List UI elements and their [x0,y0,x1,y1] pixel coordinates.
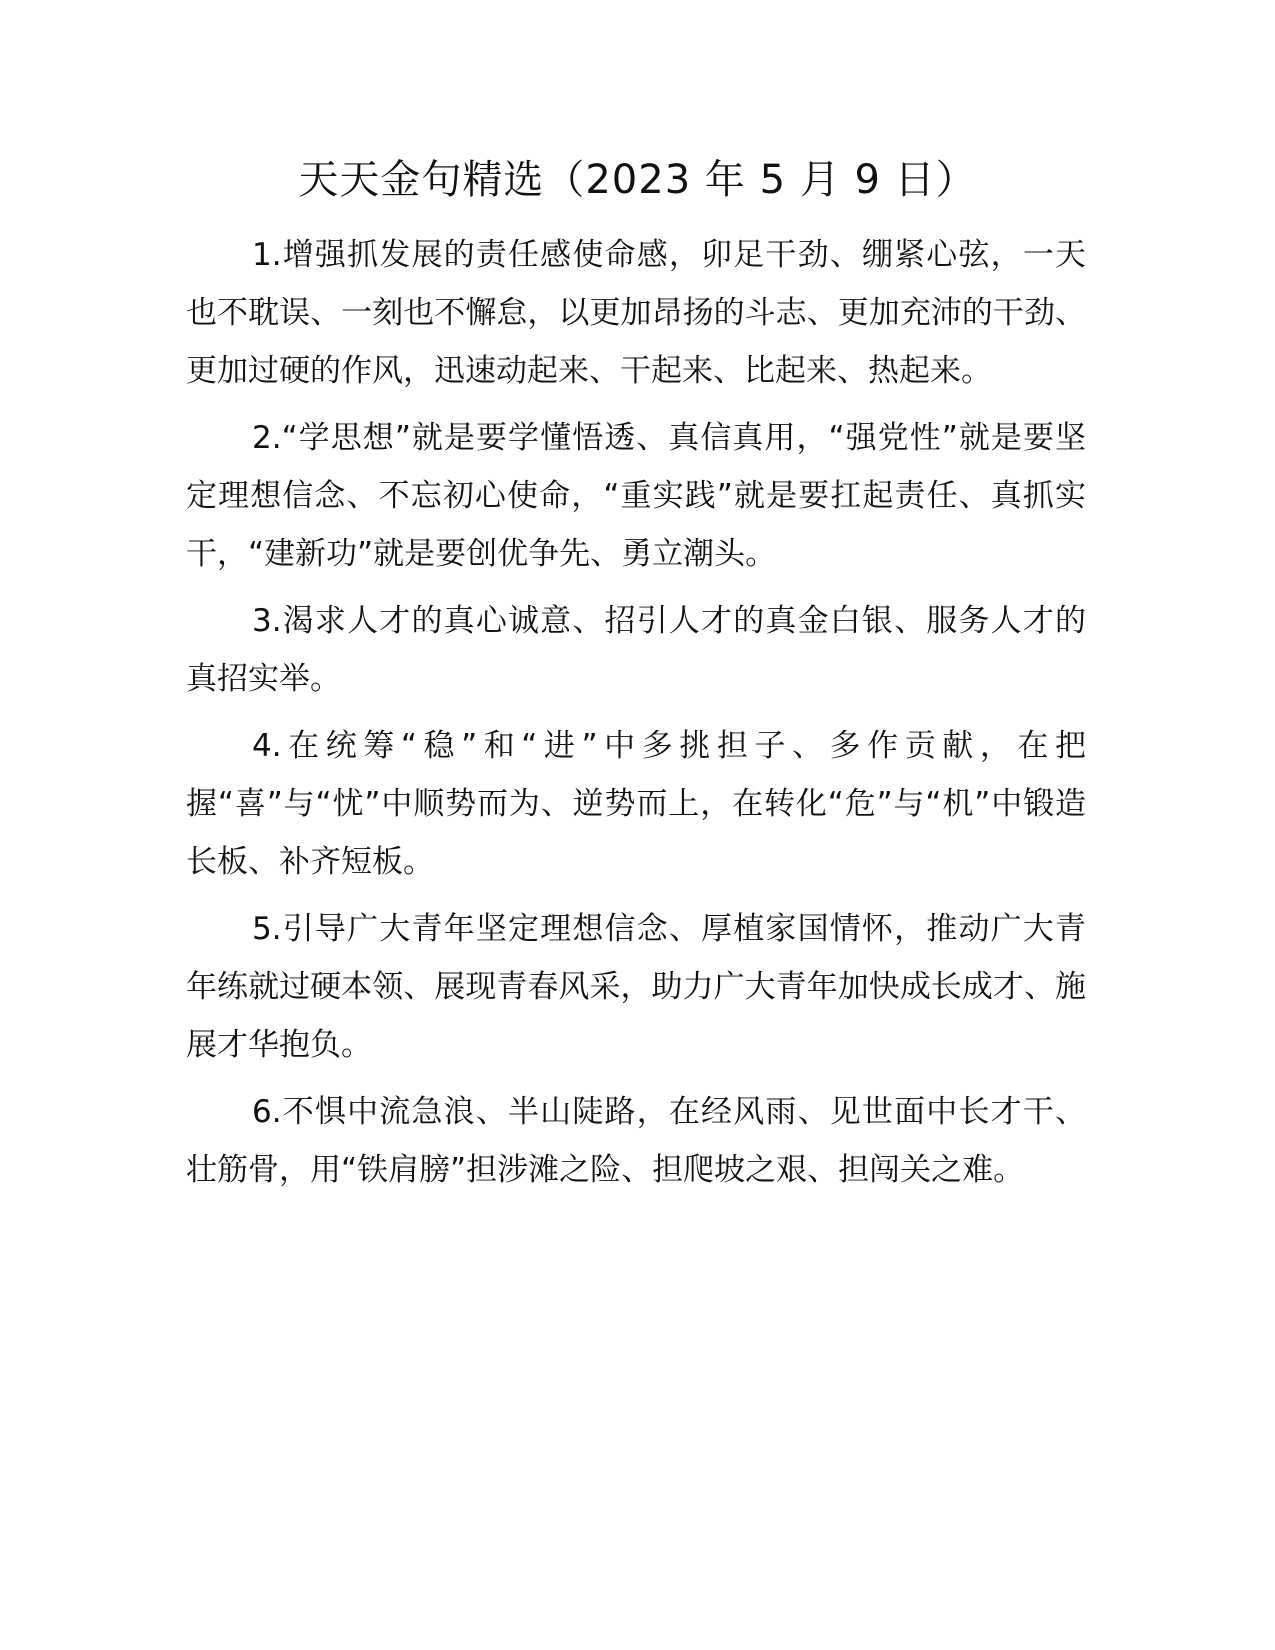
quote-paragraph-4: 4.在统筹“稳”和“进”中多挑担子、多作贡献，在把握“喜”与“忧”中顺势而为、逆势而上，在转化“危”与“机”中锻造长板、补齐短板。 [186,728,1086,880]
quote-paragraph-3: 3.渴求人才的真心诚意、招引人才的真金白银、服务人才的真招实举。 [186,603,1086,697]
document-title: 天天金句精选（2023 年 5 月 9 日） [298,157,977,203]
quote-paragraph-5: 5.引导广大青年坚定理想信念、厚植家国情怀，推动广大青年练就过硬本领、展现青春风采，助力广大青年加快成长成才、施展才华抱负。 [186,911,1086,1063]
document-body [186,226,1086,1208]
quote-paragraph-1: 1.增强抓发展的责任感使命感，卯足干劲、绷紧心弦，一天也不耽误、一刻也不懈怠，以更加昂扬的斗志、更加充沛的干劲、更加过硬的作风，迅速动起来、干起来、比起来、热起来。 [186,237,1086,389]
quote-paragraph-6: 6.不惧中流急浪、半山陡路，在经风雨、见世面中长才干、壮筋骨，用“铁肩膀”担涉滩之险、担爬坡之艰、担闯关之难。 [186,1094,1086,1188]
quote-paragraph-2: 2.“学思想”就是要学懂悟透、真信真用，“强党性”就是要坚定理想信念、不忘初心使命，“重实践”就是要扛起责任、真抓实干，“建新功”就是要创优争先、勇立潮头。 [186,420,1086,572]
